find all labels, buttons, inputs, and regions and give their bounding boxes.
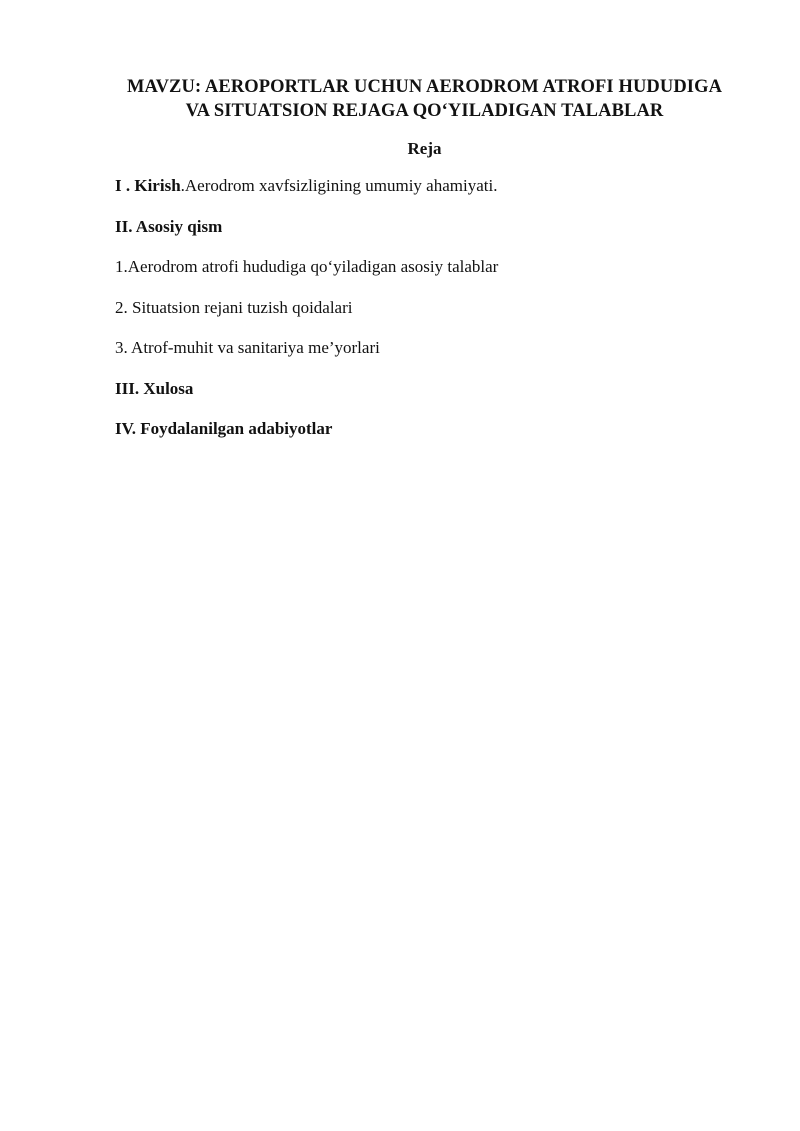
outline-item-kirish bbox=[115, 176, 734, 197]
document-title: MAVZU: AEROPORTLAR UCHUN AERODROM ATROFI HUDUDIGA VA SITUATSION REJAGA QO‘YILADIGAN TALABLAR bbox=[126, 77, 723, 121]
outline-item-xulosa: III. Xulosa bbox=[115, 378, 194, 398]
outline-item-kirish-rest: .Aerodrom xavfsizligining umumiy ahamiyati. bbox=[180, 176, 498, 195]
outline-item-asosiy-qism: II. Asosiy qism bbox=[115, 216, 223, 236]
outline-item-1: 1.Aerodrom atrofi hududiga qo‘yiladigan asosiy talablar bbox=[115, 257, 499, 276]
document-content bbox=[115, 76, 734, 460]
outline-item-kirish-lead: I . Kirish bbox=[115, 176, 181, 195]
plan-heading: Reja bbox=[407, 139, 442, 158]
outline-item-3: 3. Atrof-muhit va sanitariya me’yorlari bbox=[115, 338, 380, 357]
outline-item-2: 2. Situatsion rejani tuzish qoidalari bbox=[115, 297, 353, 317]
outline-item-adabiyotlar: IV. Foydalanilgan adabiyotlar bbox=[115, 419, 333, 438]
